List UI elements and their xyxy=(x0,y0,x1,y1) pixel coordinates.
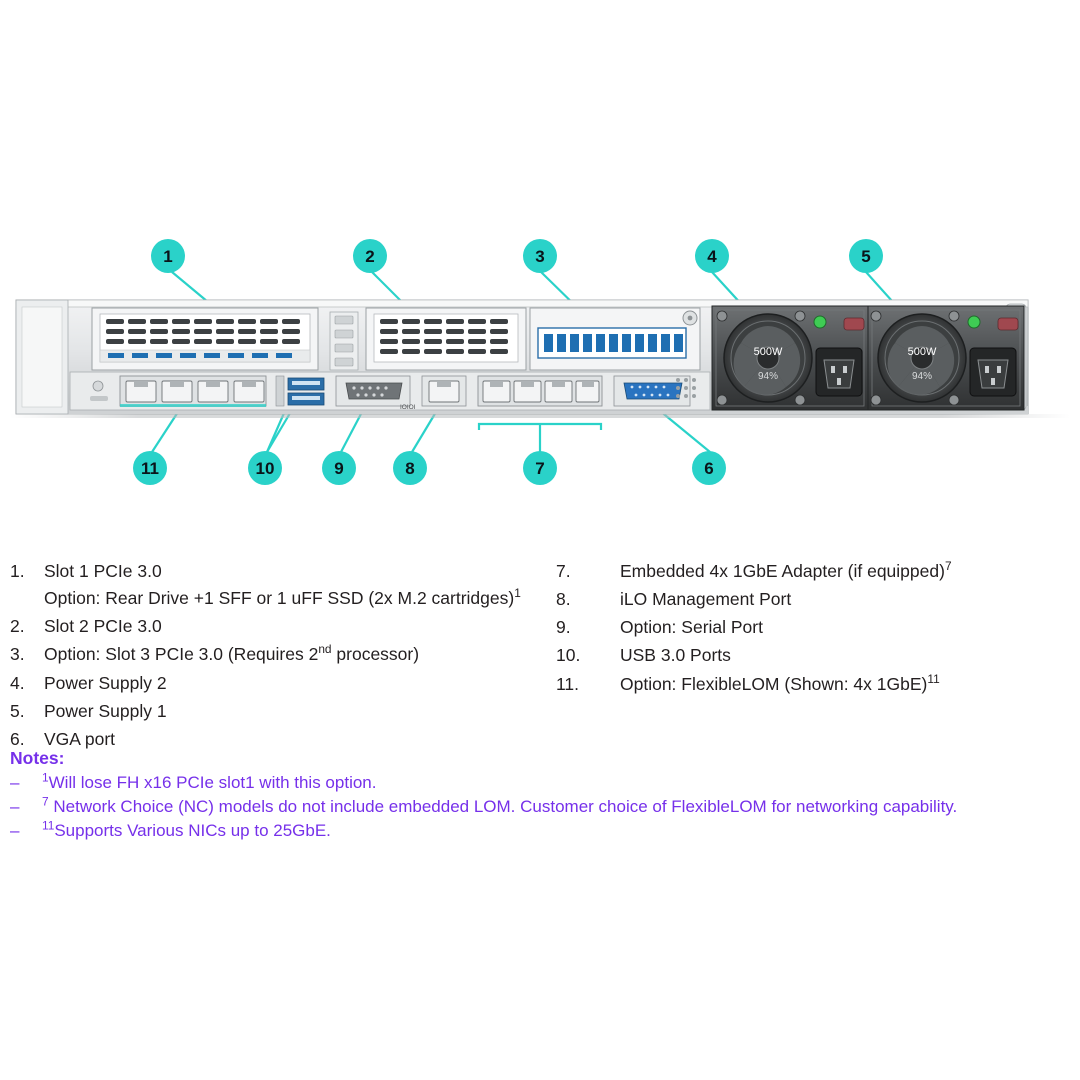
legend-item-2-label: Slot 2 PCIe 3.0 xyxy=(44,616,162,637)
psu1-efficiency-label: 94% xyxy=(911,371,933,382)
callout-10[interactable] xyxy=(248,451,282,485)
legend-item-10-number: 10. xyxy=(556,645,581,666)
legend-item-4-number: 4. xyxy=(10,672,25,693)
legend-item-5-number: 5. xyxy=(10,700,25,721)
legend-item-5 xyxy=(10,698,550,725)
server-diagram-svg xyxy=(0,0,1080,530)
svg-text:9: 9 xyxy=(334,459,344,478)
legend-item-8-label: iLO Management Port xyxy=(620,589,792,610)
note-7-dash: – xyxy=(10,797,20,816)
svg-text:10: 10 xyxy=(255,459,275,478)
callout-8[interactable] xyxy=(393,451,427,485)
callout-11[interactable] xyxy=(133,451,167,485)
note-11-dash: – xyxy=(10,821,20,840)
legend-item-8-number: 8. xyxy=(556,589,571,610)
legend-item-11-footnote-ref: 11 xyxy=(927,671,940,686)
note-11 xyxy=(10,818,1070,841)
callout-3[interactable] xyxy=(523,239,557,273)
legend-item-3-text: Option: Slot 3 PCIe 3.0 (Requires 2nd processor) xyxy=(44,642,420,665)
legend-item-4-label: Power Supply 2 xyxy=(44,672,167,693)
legend-item-8 xyxy=(556,586,1076,613)
server-rear-view-diagram xyxy=(0,0,1080,530)
legend-item-9-label: Option: Serial Port xyxy=(620,617,763,638)
svg-text:6: 6 xyxy=(704,459,714,478)
legend-item-2 xyxy=(10,613,550,640)
svg-text:IOIOI: IOIOI xyxy=(400,404,416,411)
legend-item-1-suboption: Option: Rear Drive +1 SFF or 1 uFF SSD (2x M.2 cartridges)$^1$ xyxy=(44,586,521,609)
psu1-watts-label: 500W xyxy=(907,346,937,358)
legend-item-2-number: 2. xyxy=(10,616,25,637)
callout-9[interactable] xyxy=(322,451,356,485)
svg-text:7: 7 xyxy=(535,459,545,478)
legend-item-1-number: 1. xyxy=(10,561,25,581)
embedded-1gbe-adapter xyxy=(478,376,602,406)
legend-item-10-label: USB 3.0 Ports xyxy=(620,645,731,666)
legend-item-11-text: Option: FlexibleLOM (Shown: 4x 1GbE)$^{11}$ xyxy=(620,671,940,694)
legend-item-7-footnote-ref: 7 xyxy=(944,559,952,574)
power-supply-2 xyxy=(712,306,868,410)
note-1-text: $^1$Will lose FH x16 PCIe slot1 with this option. xyxy=(42,770,377,792)
legend-item-3-ordinal: nd xyxy=(318,642,332,657)
svg-text:5: 5 xyxy=(861,247,871,266)
power-supply-1 xyxy=(868,306,1024,410)
legend-item-1 xyxy=(10,558,550,612)
legend-item-1-label: Slot 1 PCIe 3.0 xyxy=(44,561,162,581)
note-7 xyxy=(10,794,1070,817)
callout-6[interactable] xyxy=(692,451,726,485)
note-7-ref: 7 xyxy=(42,794,49,809)
legend-item-9 xyxy=(556,614,1076,641)
legend-item-7-number: 7. xyxy=(556,561,571,581)
legend-item-1-text xyxy=(44,558,550,612)
note-7-text: $^7$ Network Choice (NC) models do not include embedded LOM. Customer choice of FlexibleLOM for networking capability. xyxy=(42,794,958,816)
callout-5[interactable] xyxy=(849,239,883,273)
legend-item-3-number: 3. xyxy=(10,644,25,665)
callout-1[interactable] xyxy=(151,239,185,273)
svg-text:2: 2 xyxy=(365,247,375,266)
legend-item-11-number: 11. xyxy=(556,673,580,694)
svg-text:11: 11 xyxy=(141,459,159,478)
callout-2[interactable] xyxy=(353,239,387,273)
legend-item-6-label: VGA port xyxy=(44,728,116,749)
callout-7[interactable] xyxy=(523,451,557,485)
psu2-watts-label: 500W xyxy=(753,346,783,358)
note-1 xyxy=(10,770,1070,793)
serial-port xyxy=(336,376,416,411)
note-11-text: $^{11}$Supports Various NICs up to 25GbE. xyxy=(42,818,331,840)
svg-text:1: 1 xyxy=(163,247,173,266)
legend-item-6-number: 6. xyxy=(10,728,25,749)
legend-item-5-label: Power Supply 1 xyxy=(44,700,167,721)
note-11-ref: 11 xyxy=(42,818,55,833)
legend-item-7-text: Embedded 4x 1GbE Adapter (if equipped)$^7$ xyxy=(620,559,952,581)
legend-item-7 xyxy=(556,558,1076,585)
ilo-management-port xyxy=(422,376,466,406)
server-chassis xyxy=(10,300,1070,418)
flexiblelom-ports xyxy=(120,376,266,407)
svg-text:3: 3 xyxy=(535,247,545,266)
note-1-ref: 1 xyxy=(42,770,49,785)
note-1-dash: – xyxy=(10,773,20,792)
legend-item-9-number: 9. xyxy=(556,617,571,638)
svg-text:4: 4 xyxy=(707,247,717,266)
legend-column-right xyxy=(556,558,1076,699)
legend-item-4 xyxy=(10,670,550,697)
notes-section xyxy=(10,748,1070,845)
svg-text:8: 8 xyxy=(405,459,415,478)
legend-item-1-footnote-ref: 1 xyxy=(514,586,521,601)
psu2-efficiency-label: 94% xyxy=(757,371,779,382)
legend-column-left xyxy=(10,558,550,754)
callout-4[interactable] xyxy=(695,239,729,273)
legend-item-3 xyxy=(10,641,550,668)
legend-item-10 xyxy=(556,642,1076,669)
legend-item-11 xyxy=(556,671,1076,698)
notes-title: Notes: xyxy=(10,748,65,768)
